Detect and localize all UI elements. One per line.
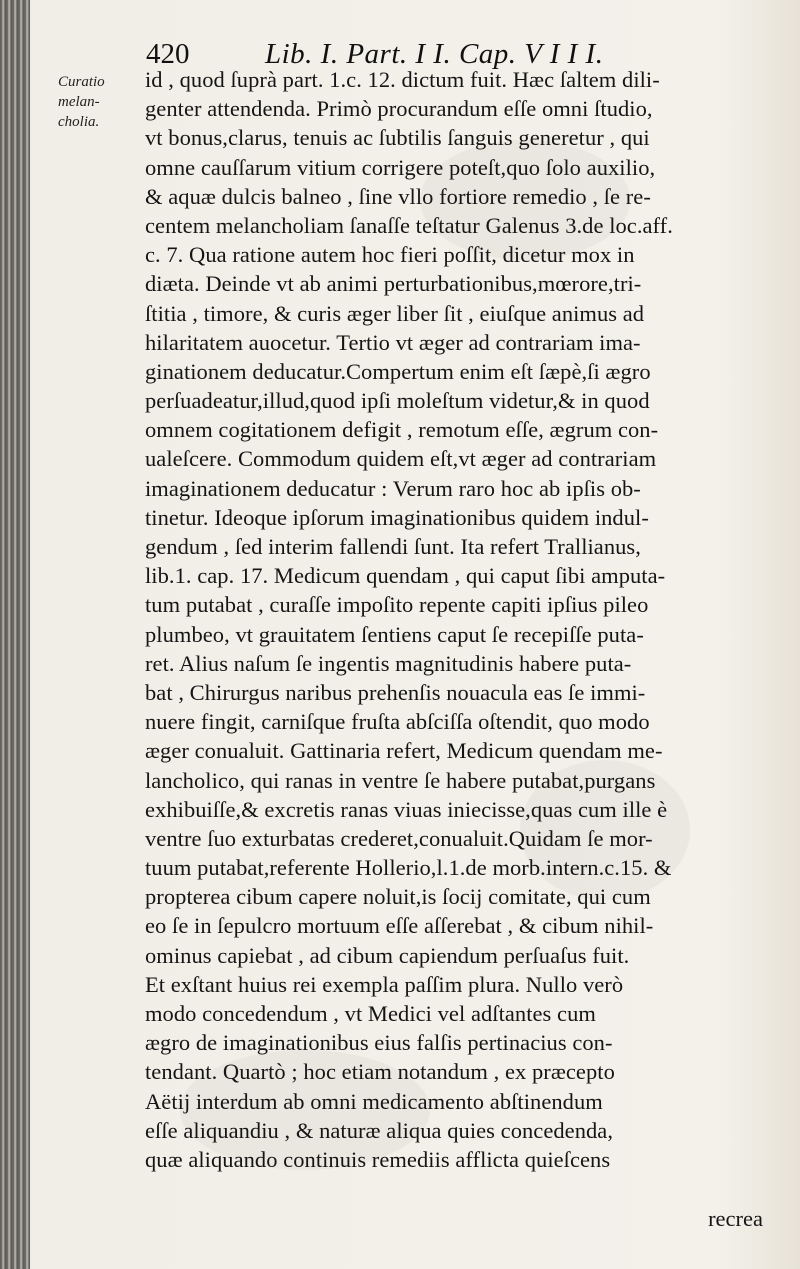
book-binding-edge <box>0 0 30 1269</box>
text-line: ventre ſuo exturbatas crederet,conualuit.Quidam ſe mor- <box>145 825 653 851</box>
text-line: lancholico, qui ranas in ventre ſe habere putabat,purgans <box>145 767 656 793</box>
main-text-block <box>145 65 765 1174</box>
text-line: exhibuiſſe,& excretis ranas viuas iniecisse,quas cum ille è <box>145 796 668 822</box>
text-line: tum putabat , curaſſe impoſito repente capiti ipſius pileo <box>145 592 649 618</box>
text-line: omnem cogitationem defigit , remotum eſſe, ægrum con- <box>145 417 659 443</box>
text-line: Et exſtant huius rei exempla paſſim plura. Nullo verò <box>145 971 624 997</box>
margin-note-line-2: melan- <box>58 94 100 110</box>
text-line: eſſe aliquandiu , & naturæ aliqua quies concedenda, <box>145 1117 614 1143</box>
catchword: recrea <box>708 1206 763 1231</box>
text-line: plumbeo, vt grauitatem ſentiens caput ſe recepiſſe puta- <box>145 621 644 647</box>
text-line: æger conualuit. Gattinaria refert, Medicum quendam me- <box>145 738 663 764</box>
text-line: c. 7. Qua ratione autem hoc fieri poſſit, dicetur mox in <box>145 242 635 268</box>
text-line: tuum putabat,referente Hollerio,l.1.de morb.intern.c.15. & <box>145 855 672 881</box>
text-line: quæ aliquando continuis remediis afflicta quieſcens <box>145 1146 611 1172</box>
text-line: ualeſcere. Commodum quidem eſt,vt æger ad contrariam <box>145 446 657 472</box>
text-line: id , quod ſuprà part. 1.c. 12. dictum fuit. Hæc ſaltem dili- <box>145 67 660 92</box>
text-line: centem melancholiam ſanaſſe teſtatur Galenus 3.de loc.aff. <box>145 212 673 238</box>
page-number: 420 <box>146 38 190 70</box>
margin-note <box>58 72 138 132</box>
text-line: lib.1. cap. 17. Medicum quendam , qui caput ſibi amputa- <box>145 563 666 589</box>
text-line: genter attendenda. Primò procurandum eſſe omni ſtudio, <box>145 96 653 122</box>
text-line: bat , Chirurgus naribus prehenſis nouacula eas ſe immi- <box>145 679 646 705</box>
text-line: ginationem deducatur.Compertum enim eſt ſæpè,ſi ægro <box>145 358 651 384</box>
text-line: ægro de imaginationibus eius falſis pertinacius con- <box>145 1030 613 1056</box>
margin-note-line-3: cholia. <box>58 114 100 130</box>
text-line: ret. Alius naſum ſe ingentis magnitudinis habere puta- <box>145 650 632 676</box>
text-line: vt bonus,clarus, tenuis ac ſubtilis ſanguis generetur , qui <box>145 125 650 151</box>
text-line: tendant. Quartò ; hoc etiam notandum , ex præcepto <box>145 1059 615 1085</box>
text-line: ſtitia , timore, & curis æger liber ſit , eiuſque animus ad <box>145 300 645 326</box>
text-line: & aquæ dulcis balneo , ſine vllo fortiore remedio , ſe re- <box>145 183 651 209</box>
text-line: tinetur. Ideoque ipſorum imaginationibus quidem indul- <box>145 504 649 530</box>
text-line: modo concedendum , vt Medici vel adſtantes cum <box>145 1001 596 1026</box>
text-line: nuere fingit, carniſque fruſta abſciſſa oſtendit, quo modo <box>145 709 650 735</box>
text-line: diæta. Deinde vt ab animi perturbationibus,mœrore,tri- <box>145 271 642 297</box>
text-line: propterea cibum capere noluit,is ſocij comitate, qui cum <box>145 884 651 910</box>
text-line: perſuadeatur,illud,quod ipſi moleſtum videtur,& in quod <box>145 388 650 414</box>
text-line: ominus capiebat , ad cibum capiendum perſuaſus fuit. <box>145 942 630 968</box>
text-line: Aëtij interdum ab omni medicamento abſtinendum <box>145 1088 603 1114</box>
text-line: omne cauſſarum vitium corrigere poteſt,quo ſolo auxilio, <box>145 154 656 180</box>
text-line: gendum , ſed interim fallendi ſunt. Ita refert Trallianus, <box>145 534 641 559</box>
text-line: hilaritatem auocetur. Tertio vt æger ad contrariam ima- <box>145 329 641 355</box>
text-line: eo ſe in ſepulcro mortuum eſſe aſſerebat , & cibum nihil- <box>145 913 654 939</box>
text-line: imaginationem deducatur : Verum raro hoc ab ipſis ob- <box>145 475 641 501</box>
margin-note-line-1: Curatio <box>58 74 105 90</box>
running-head: Lib. I. Part. I I. Cap. V I I I. <box>265 38 604 70</box>
